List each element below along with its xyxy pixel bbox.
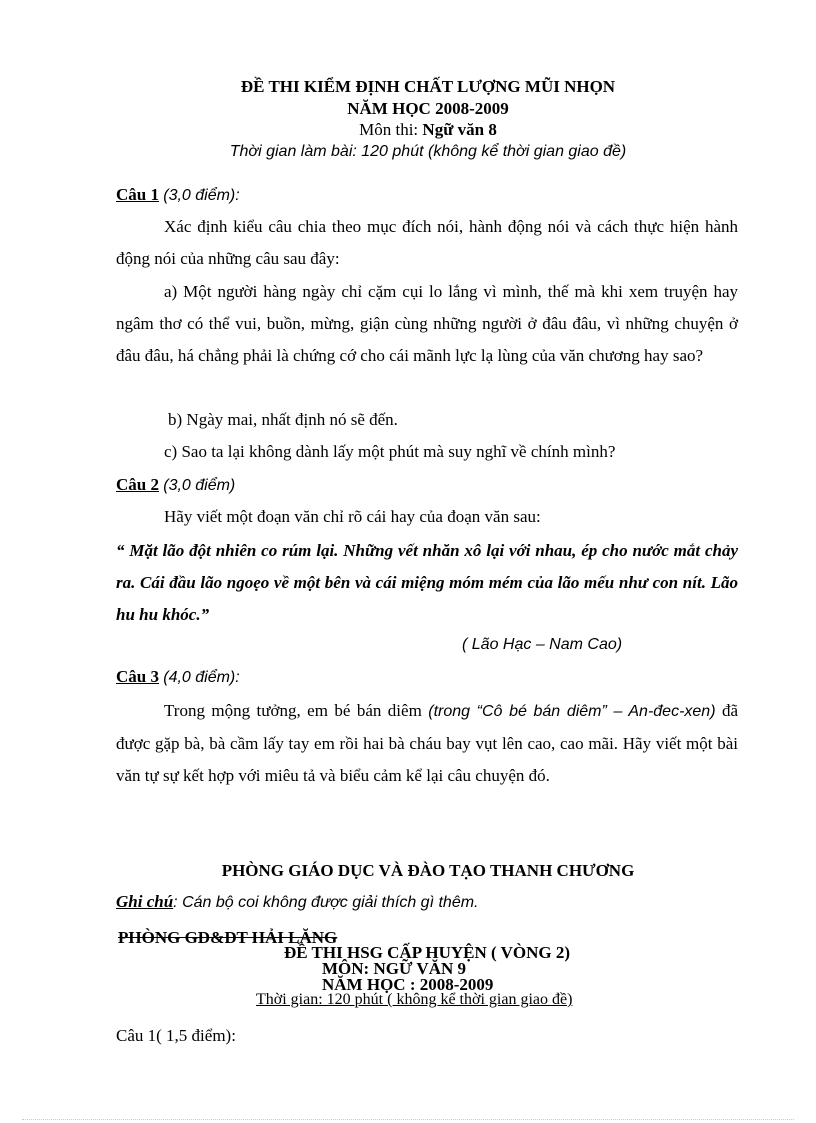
- second-exam-time: Thời gian: 120 phút ( không kể thời gian giao đề): [256, 991, 573, 1008]
- note: [116, 892, 478, 912]
- question-2-label: Câu 2: [116, 475, 159, 494]
- office-name: PHÒNG GIÁO DỤC VÀ ĐÀO TẠO THANH CHƯƠNG: [221, 861, 635, 880]
- second-exam-subject: MÔN: NGỮ VĂN 9: [322, 959, 467, 978]
- question-3-text: [116, 695, 738, 823]
- question-1-prompt: Xác định kiểu câu chia theo mục đích nói, hành động nói và cách thực hiện hành động nói của những câu sau đây:: [116, 217, 738, 268]
- second-exam-title: ĐỀ THI HSG CẤP HUYỆN ( VÒNG 2): [284, 943, 571, 962]
- question-3-text-italic: (trong “Cô bé bán diêm” – An-đec-xen): [428, 703, 716, 720]
- question-3-text-before: Trong mộng tưởng, em bé bán diêm: [164, 701, 422, 720]
- school-year: NĂM HỌC 2008-2009: [347, 99, 509, 118]
- subject-label: Môn thi:: [359, 120, 419, 139]
- subject-value: Ngữ văn 8: [422, 120, 497, 139]
- question-2-points: (3,0 điểm): [163, 477, 236, 494]
- question-1-item-a: a) Một người hàng ngày chỉ cặm cụi lo lắng vì mình, thế mà khi xem truyện hay ngâm thơ có thể vui, buồn, mừng, giận cùng những người ở đâu đâu, vì những chuyện ở đâu đâu, há chẳng phải là chứng cớ cho cái mãnh lực lạ lùng của văn chương hay sao?: [116, 282, 738, 365]
- time-allowed: Thời gian làm bài: 120 phút (không kể thời gian giao đề): [229, 143, 627, 160]
- question-2-prompt: Hãy viết một đoạn văn chỉ rõ cái hay của đoạn văn sau:: [164, 507, 541, 526]
- second-exam-office: PHÒNG GD&ĐT HẢI LĂNG: [118, 928, 338, 947]
- question-2-quote: “ Mặt lão đột nhiên co rúm lại. Những vết nhăn xô lại với nhau, ép cho nước mắt chảy ra. Cái đầu lão ngoẹo về một bên và cái miệng móm mém của lão mếu như con nít. Lão hu hu khóc.”: [116, 541, 738, 624]
- note-label: Ghi chú: [116, 892, 174, 911]
- question-3-label: Câu 3: [116, 667, 159, 686]
- question-1-item-c: c) Sao ta lại không dành lấy một phút mà suy nghĩ về chính mình?: [164, 442, 616, 461]
- question-2-source: ( Lão Hạc – Nam Cao): [462, 636, 623, 653]
- question-3-points: (4,0 điểm):: [163, 669, 240, 686]
- question-1-points: (3,0 điểm):: [163, 187, 240, 204]
- second-exam-year: NĂM HỌC : 2008-2009: [322, 975, 494, 994]
- question-1-item-b: b) Ngày mai, nhất định nó sẽ đến.: [168, 410, 398, 429]
- page-bottom-divider: [22, 1119, 794, 1120]
- question-3-heading: [116, 667, 240, 687]
- subject-line: [0, 120, 816, 140]
- question-3-text-after: đã được gặp bà, bà cầm lấy tay em rồi hai bà cháu bay vụt lên cao, cao mãi. Hãy viết một bài văn tự sự kết hợp với miêu tả và biểu cảm kể lại câu chuyện đó.: [116, 701, 739, 785]
- question-2-heading: [116, 475, 235, 495]
- question-1-label: Câu 1: [116, 185, 159, 204]
- question-1-heading: [116, 185, 240, 205]
- exam-title: ĐỀ THI KIỂM ĐỊNH CHẤT LƯỢNG MŨI NHỌN: [240, 77, 616, 96]
- note-text: : Cán bộ coi không được giải thích gì thêm.: [173, 894, 479, 911]
- second-exam-question-1: Câu 1( 1,5 điểm):: [116, 1026, 236, 1045]
